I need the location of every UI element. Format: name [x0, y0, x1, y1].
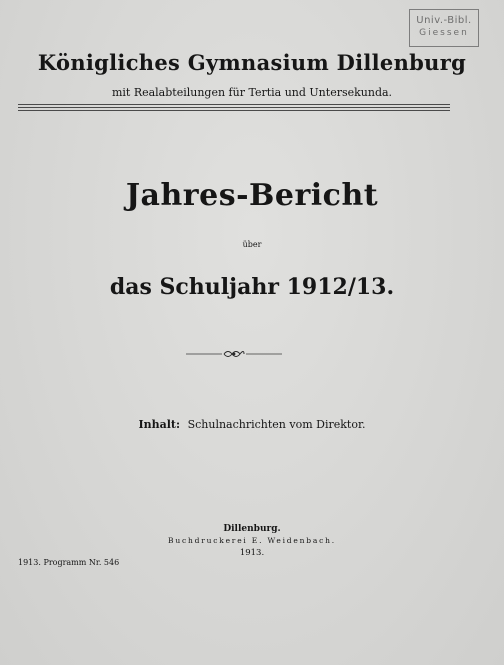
school-name: Königliches Gymnasium Dillenburg: [37, 50, 467, 75]
report-title: Jahres-Bericht: [125, 178, 379, 213]
imprint-year: 1913.: [239, 548, 265, 558]
library-stamp-line1: Univ.-Bibl.: [416, 15, 472, 26]
contents-line: [0, 418, 504, 431]
header-rule-middle: [18, 107, 450, 108]
library-stamp: [409, 9, 479, 47]
report-preposition: über: [242, 240, 262, 249]
school-year: das Schuljahr 1912/13.: [109, 274, 395, 300]
contents-text: Schulnachrichten vom Direktor.: [187, 418, 366, 431]
imprint-place: Dillenburg.: [223, 524, 281, 534]
header-rule-top: [18, 104, 450, 105]
ornament-divider-icon: [186, 348, 282, 360]
school-subtitle: mit Realabteilungen für Tertia und Untersekunda.: [111, 86, 393, 99]
contents-label: Inhalt:: [138, 418, 181, 431]
library-stamp-line2: Giessen: [419, 28, 469, 38]
imprint-printer: Buchdruckerei E. Weidenbach.: [168, 536, 336, 545]
header-rule-bottom: [18, 110, 450, 111]
program-number: 1913. Programm Nr. 546: [18, 558, 120, 567]
